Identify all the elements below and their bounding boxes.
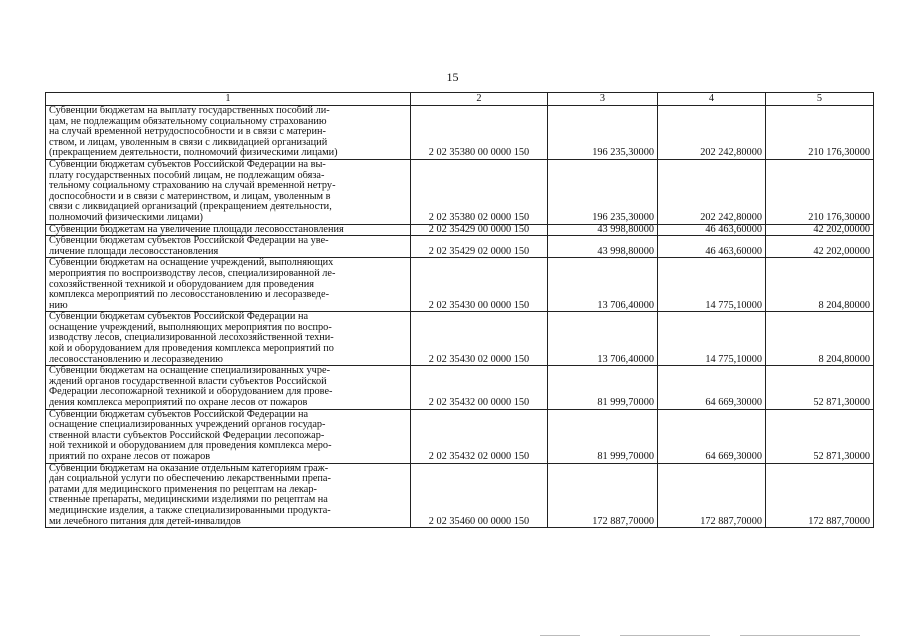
row-name-line: Субвенции бюджетам на оснащение специализированных учре-: [49, 366, 330, 377]
header-col-1: 1: [46, 93, 411, 106]
row-value-col3: 196 235,30000: [548, 159, 658, 224]
row-name-line: оснащение специализированных учреждений органов государ-: [49, 420, 326, 431]
row-name-line: плату государственных пособий лицам, не подлежащим обяза-: [49, 170, 325, 181]
scan-artifact: [620, 635, 710, 636]
table-body: [46, 106, 874, 528]
row-code-cell: 2 02 35429 00 0000 150: [411, 224, 548, 236]
row-code-cell: 2 02 35432 02 0000 150: [411, 409, 548, 463]
row-value-col3: 43 998,80000: [548, 236, 658, 258]
row-value-col5: 210 176,30000: [766, 106, 874, 160]
row-name-line: Субвенции бюджетам субъектов Российской Федерации на уве-: [49, 236, 329, 247]
row-value-col5: 8 204,80000: [766, 258, 874, 312]
row-value-col5: 210 176,30000: [766, 159, 874, 224]
row-value-col5: 52 871,30000: [766, 409, 874, 463]
row-name-line: дан социальной услуги по обеспечению лекарственными препа-: [49, 474, 331, 485]
row-value-col5: 172 887,70000: [766, 463, 874, 528]
row-name-cell: [46, 366, 411, 409]
row-name-line: ством, и лицам, уволенным в связи с ликвидацией организаций: [49, 137, 328, 148]
row-value-col5: 42 202,00000: [766, 236, 874, 258]
row-name-line: оснащение учреждений, выполняющих мероприятия по воспро-: [49, 322, 332, 333]
row-value-col4: 46 463,60000: [658, 236, 766, 258]
row-code-cell: 2 02 35460 00 0000 150: [411, 463, 548, 528]
row-name-line: нию: [49, 300, 68, 311]
row-value-col4: 202 242,80000: [658, 106, 766, 160]
row-name-cell: [46, 224, 411, 236]
row-name-line: (прекращением деятельности, полномочий физическими лицами): [49, 148, 338, 159]
row-name-line: полномочий физическими лицами): [49, 212, 203, 223]
header-col-5: 5: [766, 93, 874, 106]
row-name-line: кой и оборудованием для проведения комплекса мероприятий по: [49, 344, 334, 355]
row-name-cell: [46, 106, 411, 160]
row-name-line: Субвенции бюджетам на выплату государственных пособий ли-: [49, 106, 330, 116]
row-name-line: ждений органов государственной власти субъектов Российской: [49, 376, 327, 387]
row-value-col3: 196 235,30000: [548, 106, 658, 160]
row-name-line: дения комплекса мероприятий по охране лесов от пожаров: [49, 398, 308, 409]
row-code-cell: 2 02 35432 00 0000 150: [411, 366, 548, 409]
table-row: [46, 236, 874, 258]
row-name-line: ратами для медицинского применения по рецептам на лекар-: [49, 484, 317, 495]
row-name-line: лесовосстановлению и лесоразведению: [49, 354, 223, 365]
row-name-line: ственные препараты, медицинскими изделиями по рецептам на: [49, 495, 328, 506]
row-name-line: личение площади лесовосстановления: [49, 246, 219, 257]
row-name-cell: [46, 463, 411, 528]
row-value-col3: 13 706,40000: [548, 312, 658, 366]
row-name-cell: [46, 409, 411, 463]
row-value-col3: 43 998,80000: [548, 224, 658, 236]
row-name-line: ной техникой и оборудованием для проведения комплекса меро-: [49, 441, 332, 452]
row-name-cell: [46, 236, 411, 258]
row-name-line: Субвенции бюджетам субъектов Российской Федерации на: [49, 409, 309, 420]
row-value-col4: 14 775,10000: [658, 312, 766, 366]
row-name-line: доспособности и в связи с материнством, и лицам, уволенным в: [49, 191, 331, 202]
row-value-col3: 172 887,70000: [548, 463, 658, 528]
table-row: [46, 366, 874, 409]
row-name-line: Субвенции бюджетам субъектов Российской Федерации на: [49, 312, 309, 323]
row-value-col5: 8 204,80000: [766, 312, 874, 366]
header-row: [46, 93, 874, 106]
row-name-line: Федерации лесопожарной техникой и оборудованием для прове-: [49, 387, 333, 398]
page-number: 15: [446, 70, 459, 84]
row-value-col3: 81 999,70000: [548, 409, 658, 463]
row-value-col4: 46 463,60000: [658, 224, 766, 236]
row-value-col4: 172 887,70000: [658, 463, 766, 528]
table-row: [46, 463, 874, 528]
row-name-line: тельному социальному страхованию на случай временной нетру-: [49, 181, 336, 192]
row-name-line: Субвенции бюджетам на увеличение площади лесовосстановления: [49, 224, 344, 235]
row-value-col4: 14 775,10000: [658, 258, 766, 312]
row-name-line: приятий по охране лесов от пожаров: [49, 452, 211, 462]
row-name-line: сохозяйственной техникой и оборудованием для проведения: [49, 279, 314, 290]
row-name-line: на случай временной нетрудоспособности и в связи с материн-: [49, 127, 326, 138]
row-value-col3: 13 706,40000: [548, 258, 658, 312]
row-name-cell: [46, 312, 411, 366]
row-code-cell: 2 02 35429 02 0000 150: [411, 236, 548, 258]
header-col-4: 4: [658, 93, 766, 106]
row-value-col5: 52 871,30000: [766, 366, 874, 409]
row-code-cell: 2 02 35430 02 0000 150: [411, 312, 548, 366]
table-row: [46, 312, 874, 366]
row-code-cell: 2 02 35430 00 0000 150: [411, 258, 548, 312]
row-name-cell: [46, 258, 411, 312]
row-value-col4: 202 242,80000: [658, 159, 766, 224]
table-row: [46, 224, 874, 236]
row-name-line: ми лечебного питания для детей-инвалидов: [49, 516, 241, 527]
row-name-line: связи с ликвидацией организаций (прекращением деятельности,: [49, 202, 332, 213]
header-col-2: 2: [411, 93, 548, 106]
budget-table: [45, 92, 874, 528]
table-header: [46, 93, 874, 106]
row-value-col3: 81 999,70000: [548, 366, 658, 409]
row-name-line: Субвенции бюджетам субъектов Российской Федерации на вы-: [49, 159, 326, 170]
row-name-line: мероприятия по воспроизводству лесов, специализированной ле-: [49, 268, 336, 279]
table-row: [46, 106, 874, 160]
row-name-cell: [46, 159, 411, 224]
scan-artifact: [540, 635, 580, 636]
row-name-line: комплекса мероприятий по лесовосстановлению и лесоразведе-: [49, 290, 329, 301]
row-name-line: медицинские изделия, а также специализированными продукта-: [49, 505, 331, 516]
row-value-col4: 64 669,30000: [658, 409, 766, 463]
table-row: [46, 258, 874, 312]
table-row: [46, 159, 874, 224]
row-name-line: цам, не подлежащим обязательному социальному страхованию: [49, 116, 327, 127]
row-name-line: ственной власти субъектов Российской Федерации лесопожар-: [49, 430, 325, 441]
header-col-3: 3: [548, 93, 658, 106]
table-row: [46, 409, 874, 463]
row-name-line: Субвенции бюджетам на оснащение учреждений, выполняющих: [49, 258, 334, 269]
scan-artifact: [740, 635, 860, 636]
row-code-cell: 2 02 35380 00 0000 150: [411, 106, 548, 160]
row-code-cell: 2 02 35380 02 0000 150: [411, 159, 548, 224]
row-name-line: Субвенции бюджетам на оказание отдельным категориям граж-: [49, 463, 329, 474]
row-name-line: изводству лесов, специализированной лесохозяйственной техни-: [49, 333, 334, 344]
row-value-col4: 64 669,30000: [658, 366, 766, 409]
row-value-col5: 42 202,00000: [766, 224, 874, 236]
